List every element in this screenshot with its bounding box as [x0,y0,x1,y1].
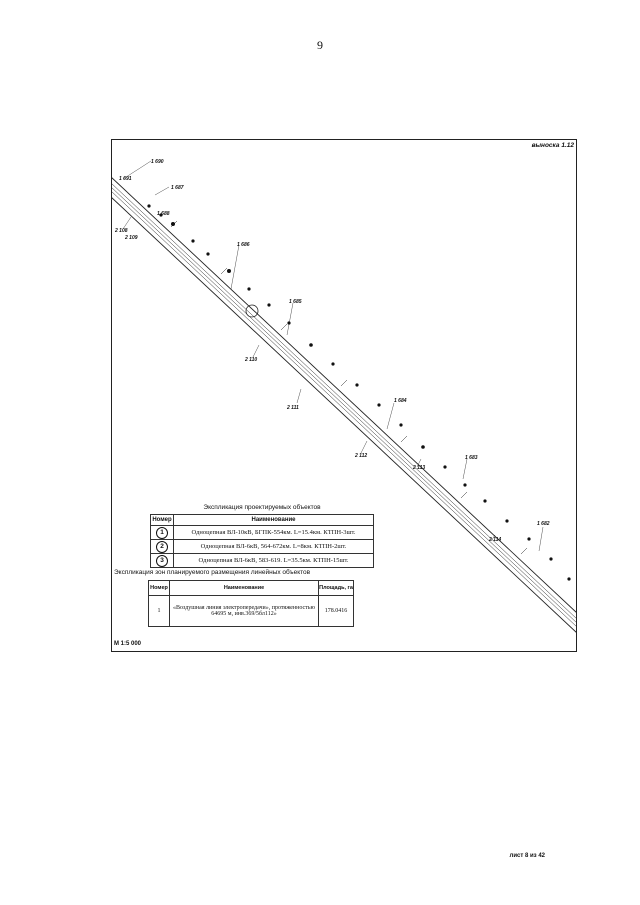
legend2-col-num: Номер [149,581,170,596]
legend1-row-name: Одноцепная ВЛ-6кВ, 583-619. L=35.5км. КТПН-15шт. [174,554,374,568]
table-row [151,540,374,554]
point-label-2110: 2 110 [245,357,258,363]
legend2-col-name: Наименование [170,581,319,596]
point-label-1684: 1 684 [394,398,407,404]
legend1-row-name: Одноцепная ВЛ-6кВ, 564-672км. L=8км. КТПН-2шт. [174,540,374,554]
point-label-2113: 2 113 [413,465,426,471]
point-label-1691: 1 691 [119,176,132,182]
point-label-2109: 2 109 [125,235,138,241]
scale-label: М 1:5 000 [114,641,142,647]
point-label-1688: 1 688 [157,211,170,217]
callout-label: выноска 1.12 [531,142,574,149]
point-label-2108: 2 108 [115,228,128,234]
point-label-1683: 1 683 [465,455,478,461]
legend1-title: Экспликация проектируемых объектов [203,504,321,511]
legend2-row-num: 1 [149,596,170,627]
page-number: 9 [317,38,323,52]
legend2-table [148,580,354,627]
legend2-row-name: «Воздушная линия электропередачи», протяженностью 64695 м, инв.369/5бл112» [170,596,319,627]
legend1-col-num: Номер [151,515,174,526]
point-label-1687: 1 687 [171,185,184,191]
legend1-table [150,514,374,568]
legend1-row-name: Одноцепная ВЛ-10кВ, БГПК-554км. L=15.4км. КТПН-3шт. [174,526,374,540]
row-number-badge: 2 [156,541,168,553]
legend2-col-area: Площадь, га [319,581,354,596]
point-label-2111: 2 111 [287,405,299,411]
table-row [151,554,374,568]
point-label-2114: 2 114 [489,537,502,543]
point-label-1682: 1 682 [537,521,550,527]
point-label-1685: 1 685 [289,299,302,305]
legend2-row-area: 178.0416 [319,596,354,627]
table-row [149,596,354,627]
legend2-title: Экспликация зон планируемого размещения линейных объектов [114,569,311,576]
legend1-col-name: Наименование [174,515,374,526]
point-label-1686: 1 686 [237,242,250,248]
row-number-badge: 1 [156,527,168,539]
row-number-badge: 3 [156,555,168,567]
table-row [151,526,374,540]
sheet-label: лист 8 из 42 [509,853,545,859]
point-label-1690: 1 690 [151,159,164,165]
point-label-2112: 2 112 [355,453,368,459]
